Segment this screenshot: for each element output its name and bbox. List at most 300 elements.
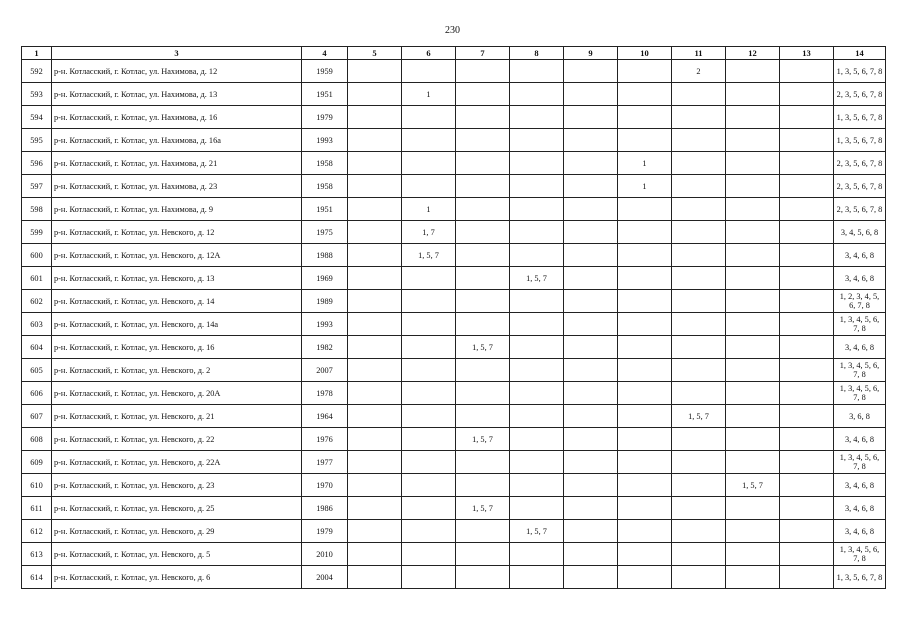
value-cell xyxy=(348,60,402,83)
value-cell xyxy=(510,152,564,175)
value-cell xyxy=(618,129,672,152)
value-cell xyxy=(348,520,402,543)
year-cell: 1958 xyxy=(302,175,348,198)
row-number-cell: 607 xyxy=(22,405,52,428)
value-cell xyxy=(456,566,510,589)
value-cell: 1, 5, 7 xyxy=(456,497,510,520)
value-cell xyxy=(780,290,834,313)
value-cell xyxy=(456,359,510,382)
value-cell xyxy=(618,474,672,497)
table-row xyxy=(22,497,886,520)
value-cell xyxy=(456,267,510,290)
table-row xyxy=(22,106,886,129)
row-number-cell: 610 xyxy=(22,474,52,497)
summary-cell: 3, 4, 6, 8 xyxy=(834,497,886,520)
value-cell xyxy=(348,175,402,198)
address-cell: р-н. Котласский, г. Котлас, ул. Невского, д. 23 xyxy=(52,474,302,497)
year-cell: 1977 xyxy=(302,451,348,474)
value-cell xyxy=(618,290,672,313)
value-cell xyxy=(456,129,510,152)
value-cell xyxy=(672,290,726,313)
value-cell xyxy=(510,198,564,221)
address-cell: р-н. Котласский, г. Котлас, ул. Невского, д. 6 xyxy=(52,566,302,589)
year-cell: 1978 xyxy=(302,382,348,405)
value-cell xyxy=(456,382,510,405)
value-cell xyxy=(510,428,564,451)
row-number-cell: 600 xyxy=(22,244,52,267)
address-cell: р-н. Котласский, г. Котлас, ул. Невского, д. 5 xyxy=(52,543,302,566)
header-row xyxy=(22,47,886,60)
value-cell xyxy=(726,382,780,405)
value-cell xyxy=(726,336,780,359)
summary-cell: 1, 3, 5, 6, 7, 8 xyxy=(834,129,886,152)
value-cell xyxy=(510,60,564,83)
value-cell xyxy=(456,175,510,198)
value-cell xyxy=(348,336,402,359)
value-cell xyxy=(348,313,402,336)
value-cell xyxy=(780,198,834,221)
value-cell xyxy=(564,520,618,543)
value-cell xyxy=(564,60,618,83)
registry-table xyxy=(21,46,886,589)
value-cell xyxy=(564,451,618,474)
column-header: 11 xyxy=(672,47,726,60)
value-cell xyxy=(726,313,780,336)
value-cell xyxy=(348,428,402,451)
value-cell xyxy=(618,267,672,290)
table-row xyxy=(22,405,886,428)
value-cell xyxy=(726,106,780,129)
value-cell xyxy=(564,543,618,566)
value-cell xyxy=(348,106,402,129)
value-cell xyxy=(456,106,510,129)
page-number: 230 xyxy=(445,25,460,36)
value-cell xyxy=(726,129,780,152)
year-cell: 1969 xyxy=(302,267,348,290)
row-number-cell: 594 xyxy=(22,106,52,129)
value-cell xyxy=(456,83,510,106)
year-cell: 1993 xyxy=(302,129,348,152)
row-number-cell: 602 xyxy=(22,290,52,313)
address-cell: р-н. Котласский, г. Котлас, ул. Невского, д. 20А xyxy=(52,382,302,405)
value-cell: 1, 5, 7 xyxy=(456,336,510,359)
value-cell xyxy=(780,497,834,520)
value-cell: 1 xyxy=(402,83,456,106)
value-cell xyxy=(402,451,456,474)
value-cell xyxy=(564,244,618,267)
summary-cell: 3, 4, 6, 8 xyxy=(834,336,886,359)
value-cell xyxy=(564,221,618,244)
value-cell xyxy=(348,221,402,244)
summary-cell: 1, 3, 4, 5, 6, 7, 8 xyxy=(834,313,886,336)
value-cell xyxy=(456,60,510,83)
value-cell xyxy=(510,382,564,405)
address-cell: р-н. Котласский, г. Котлас, ул. Нахимова, д. 16а xyxy=(52,129,302,152)
value-cell xyxy=(510,244,564,267)
value-cell xyxy=(456,474,510,497)
value-cell xyxy=(780,129,834,152)
row-number-cell: 595 xyxy=(22,129,52,152)
value-cell xyxy=(456,405,510,428)
value-cell xyxy=(456,543,510,566)
row-number-cell: 605 xyxy=(22,359,52,382)
value-cell xyxy=(672,106,726,129)
address-cell: р-н. Котласский, г. Котлас, ул. Невского, д. 14а xyxy=(52,313,302,336)
value-cell xyxy=(348,359,402,382)
table-row xyxy=(22,244,886,267)
value-cell xyxy=(564,405,618,428)
column-header: 14 xyxy=(834,47,886,60)
row-number-cell: 593 xyxy=(22,83,52,106)
value-cell xyxy=(672,566,726,589)
summary-cell: 3, 4, 6, 8 xyxy=(834,474,886,497)
value-cell xyxy=(564,106,618,129)
row-number-cell: 604 xyxy=(22,336,52,359)
value-cell xyxy=(780,359,834,382)
address-cell: р-н. Котласский, г. Котлас, ул. Нахимова, д. 23 xyxy=(52,175,302,198)
year-cell: 2004 xyxy=(302,566,348,589)
value-cell xyxy=(618,566,672,589)
value-cell xyxy=(510,336,564,359)
row-number-cell: 599 xyxy=(22,221,52,244)
value-cell xyxy=(672,221,726,244)
value-cell: 1, 5, 7 xyxy=(672,405,726,428)
summary-cell: 2, 3, 5, 6, 7, 8 xyxy=(834,83,886,106)
address-cell: р-н. Котласский, г. Котлас, ул. Невского, д. 21 xyxy=(52,405,302,428)
value-cell: 1, 7 xyxy=(402,221,456,244)
row-number-cell: 613 xyxy=(22,543,52,566)
value-cell xyxy=(780,221,834,244)
value-cell xyxy=(348,244,402,267)
row-number-cell: 597 xyxy=(22,175,52,198)
value-cell xyxy=(456,198,510,221)
column-header: 13 xyxy=(780,47,834,60)
value-cell xyxy=(672,451,726,474)
summary-cell: 2, 3, 5, 6, 7, 8 xyxy=(834,152,886,175)
year-cell: 1986 xyxy=(302,497,348,520)
value-cell xyxy=(618,497,672,520)
value-cell xyxy=(726,60,780,83)
value-cell xyxy=(402,60,456,83)
value-cell xyxy=(402,382,456,405)
value-cell xyxy=(402,336,456,359)
value-cell xyxy=(402,520,456,543)
value-cell xyxy=(726,198,780,221)
value-cell: 1, 5, 7 xyxy=(510,520,564,543)
value-cell xyxy=(726,428,780,451)
row-number-cell: 592 xyxy=(22,60,52,83)
value-cell xyxy=(510,106,564,129)
year-cell: 2007 xyxy=(302,359,348,382)
row-number-cell: 614 xyxy=(22,566,52,589)
value-cell xyxy=(510,175,564,198)
year-cell: 1993 xyxy=(302,313,348,336)
address-cell: р-н. Котласский, г. Котлас, ул. Нахимова, д. 12 xyxy=(52,60,302,83)
table-row xyxy=(22,290,886,313)
value-cell xyxy=(564,566,618,589)
value-cell xyxy=(402,497,456,520)
year-cell: 1951 xyxy=(302,198,348,221)
value-cell xyxy=(402,290,456,313)
value-cell xyxy=(348,290,402,313)
value-cell xyxy=(402,543,456,566)
column-header: 5 xyxy=(348,47,402,60)
value-cell: 1, 5, 7 xyxy=(456,428,510,451)
value-cell xyxy=(402,566,456,589)
value-cell xyxy=(402,106,456,129)
value-cell xyxy=(618,428,672,451)
value-cell xyxy=(780,520,834,543)
row-number-cell: 612 xyxy=(22,520,52,543)
value-cell: 1, 5, 7 xyxy=(402,244,456,267)
table-row xyxy=(22,520,886,543)
value-cell xyxy=(726,359,780,382)
value-cell xyxy=(672,382,726,405)
year-cell: 1958 xyxy=(302,152,348,175)
value-cell xyxy=(726,543,780,566)
row-number-cell: 606 xyxy=(22,382,52,405)
row-number-cell: 611 xyxy=(22,497,52,520)
value-cell xyxy=(780,382,834,405)
value-cell xyxy=(402,428,456,451)
value-cell: 1 xyxy=(402,198,456,221)
value-cell xyxy=(780,336,834,359)
table-row xyxy=(22,129,886,152)
value-cell xyxy=(780,244,834,267)
table-row xyxy=(22,313,886,336)
value-cell xyxy=(780,451,834,474)
year-cell: 1979 xyxy=(302,520,348,543)
value-cell xyxy=(348,405,402,428)
column-header: 9 xyxy=(564,47,618,60)
value-cell: 1 xyxy=(618,152,672,175)
value-cell xyxy=(618,221,672,244)
value-cell xyxy=(726,83,780,106)
value-cell xyxy=(672,520,726,543)
value-cell xyxy=(726,497,780,520)
value-cell xyxy=(402,405,456,428)
value-cell xyxy=(564,175,618,198)
value-cell xyxy=(618,520,672,543)
value-cell xyxy=(456,313,510,336)
value-cell xyxy=(618,198,672,221)
value-cell xyxy=(780,106,834,129)
table-row xyxy=(22,382,886,405)
value-cell xyxy=(618,313,672,336)
table-row xyxy=(22,221,886,244)
address-cell: р-н. Котласский, г. Котлас, ул. Невского, д. 2 xyxy=(52,359,302,382)
address-cell: р-н. Котласский, г. Котлас, ул. Нахимова, д. 13 xyxy=(52,83,302,106)
value-cell xyxy=(672,175,726,198)
value-cell xyxy=(780,405,834,428)
value-cell xyxy=(780,267,834,290)
value-cell xyxy=(672,336,726,359)
row-number-cell: 598 xyxy=(22,198,52,221)
value-cell xyxy=(348,497,402,520)
column-header: 1 xyxy=(22,47,52,60)
table-row xyxy=(22,451,886,474)
summary-cell: 1, 3, 5, 6, 7, 8 xyxy=(834,106,886,129)
address-cell: р-н. Котласский, г. Котлас, ул. Нахимова, д. 16 xyxy=(52,106,302,129)
table-body xyxy=(22,60,886,589)
value-cell xyxy=(726,451,780,474)
value-cell xyxy=(618,60,672,83)
year-cell: 1988 xyxy=(302,244,348,267)
address-cell: р-н. Котласский, г. Котлас, ул. Невского, д. 12 xyxy=(52,221,302,244)
value-cell xyxy=(618,382,672,405)
value-cell xyxy=(564,152,618,175)
value-cell xyxy=(402,129,456,152)
column-header: 4 xyxy=(302,47,348,60)
value-cell xyxy=(726,267,780,290)
year-cell: 1979 xyxy=(302,106,348,129)
value-cell xyxy=(726,152,780,175)
year-cell: 1970 xyxy=(302,474,348,497)
table-row xyxy=(22,359,886,382)
value-cell xyxy=(348,152,402,175)
value-cell xyxy=(564,290,618,313)
table-row xyxy=(22,60,886,83)
value-cell xyxy=(726,520,780,543)
value-cell xyxy=(672,313,726,336)
table-row xyxy=(22,83,886,106)
table-row xyxy=(22,175,886,198)
summary-cell: 1, 3, 4, 5, 6, 7, 8 xyxy=(834,382,886,405)
summary-cell: 1, 3, 4, 5, 6, 7, 8 xyxy=(834,359,886,382)
value-cell xyxy=(348,566,402,589)
row-number-cell: 603 xyxy=(22,313,52,336)
value-cell xyxy=(564,359,618,382)
value-cell xyxy=(510,290,564,313)
value-cell xyxy=(780,474,834,497)
value-cell xyxy=(672,152,726,175)
table-row xyxy=(22,428,886,451)
summary-cell: 3, 4, 6, 8 xyxy=(834,428,886,451)
value-cell xyxy=(348,382,402,405)
table-row xyxy=(22,474,886,497)
row-number-cell: 601 xyxy=(22,267,52,290)
summary-cell: 3, 4, 6, 8 xyxy=(834,267,886,290)
summary-cell: 3, 4, 6, 8 xyxy=(834,520,886,543)
value-cell xyxy=(564,382,618,405)
value-cell xyxy=(618,106,672,129)
table-row xyxy=(22,543,886,566)
value-cell xyxy=(348,129,402,152)
year-cell: 1964 xyxy=(302,405,348,428)
address-cell: р-н. Котласский, г. Котлас, ул. Невского, д. 29 xyxy=(52,520,302,543)
value-cell xyxy=(564,497,618,520)
year-cell: 1951 xyxy=(302,83,348,106)
year-cell: 1976 xyxy=(302,428,348,451)
value-cell xyxy=(564,198,618,221)
value-cell xyxy=(780,428,834,451)
year-cell: 1959 xyxy=(302,60,348,83)
value-cell xyxy=(510,129,564,152)
value-cell xyxy=(402,267,456,290)
summary-cell: 3, 4, 5, 6, 8 xyxy=(834,221,886,244)
column-header: 8 xyxy=(510,47,564,60)
summary-cell: 1, 3, 4, 5, 6, 7, 8 xyxy=(834,451,886,474)
year-cell: 1982 xyxy=(302,336,348,359)
address-cell: р-н. Котласский, г. Котлас, ул. Нахимова, д. 9 xyxy=(52,198,302,221)
value-cell xyxy=(672,198,726,221)
value-cell xyxy=(726,221,780,244)
address-cell: р-н. Котласский, г. Котлас, ул. Невского, д. 13 xyxy=(52,267,302,290)
value-cell xyxy=(618,83,672,106)
row-number-cell: 608 xyxy=(22,428,52,451)
value-cell xyxy=(348,543,402,566)
value-cell xyxy=(348,83,402,106)
value-cell xyxy=(780,313,834,336)
value-cell xyxy=(456,520,510,543)
value-cell xyxy=(564,267,618,290)
table-row xyxy=(22,336,886,359)
value-cell xyxy=(510,451,564,474)
value-cell xyxy=(510,566,564,589)
value-cell xyxy=(510,405,564,428)
value-cell xyxy=(564,428,618,451)
value-cell xyxy=(510,359,564,382)
value-cell xyxy=(348,198,402,221)
value-cell xyxy=(672,83,726,106)
summary-cell: 1, 3, 5, 6, 7, 8 xyxy=(834,566,886,589)
value-cell xyxy=(672,474,726,497)
value-cell xyxy=(456,152,510,175)
address-cell: р-н. Котласский, г. Котлас, ул. Невского, д. 14 xyxy=(52,290,302,313)
value-cell xyxy=(618,244,672,267)
address-cell: р-н. Котласский, г. Котлас, ул. Нахимова, д. 21 xyxy=(52,152,302,175)
summary-cell: 3, 6, 8 xyxy=(834,405,886,428)
value-cell xyxy=(456,221,510,244)
value-cell xyxy=(564,336,618,359)
value-cell: 1 xyxy=(618,175,672,198)
row-number-cell: 596 xyxy=(22,152,52,175)
value-cell xyxy=(510,474,564,497)
address-cell: р-н. Котласский, г. Котлас, ул. Невского, д. 16 xyxy=(52,336,302,359)
summary-cell: 3, 4, 6, 8 xyxy=(834,244,886,267)
value-cell xyxy=(618,451,672,474)
value-cell xyxy=(672,428,726,451)
value-cell xyxy=(456,244,510,267)
value-cell xyxy=(456,290,510,313)
value-cell xyxy=(618,405,672,428)
value-cell xyxy=(510,497,564,520)
column-header: 10 xyxy=(618,47,672,60)
value-cell xyxy=(402,152,456,175)
value-cell xyxy=(780,543,834,566)
value-cell xyxy=(402,474,456,497)
address-cell: р-н. Котласский, г. Котлас, ул. Невского, д. 12А xyxy=(52,244,302,267)
value-cell xyxy=(510,221,564,244)
column-header: 12 xyxy=(726,47,780,60)
summary-cell: 1, 2, 3, 4, 5, 6, 7, 8 xyxy=(834,290,886,313)
value-cell xyxy=(510,543,564,566)
address-cell: р-н. Котласский, г. Котлас, ул. Невского, д. 22 xyxy=(52,428,302,451)
year-cell: 2010 xyxy=(302,543,348,566)
value-cell xyxy=(510,83,564,106)
value-cell xyxy=(726,175,780,198)
value-cell xyxy=(726,290,780,313)
table-row xyxy=(22,267,886,290)
summary-cell: 2, 3, 5, 6, 7, 8 xyxy=(834,198,886,221)
value-cell: 1, 5, 7 xyxy=(726,474,780,497)
value-cell: 1, 5, 7 xyxy=(510,267,564,290)
column-header: 7 xyxy=(456,47,510,60)
value-cell xyxy=(618,543,672,566)
value-cell xyxy=(564,129,618,152)
summary-cell: 1, 3, 5, 6, 7, 8 xyxy=(834,60,886,83)
value-cell xyxy=(780,175,834,198)
